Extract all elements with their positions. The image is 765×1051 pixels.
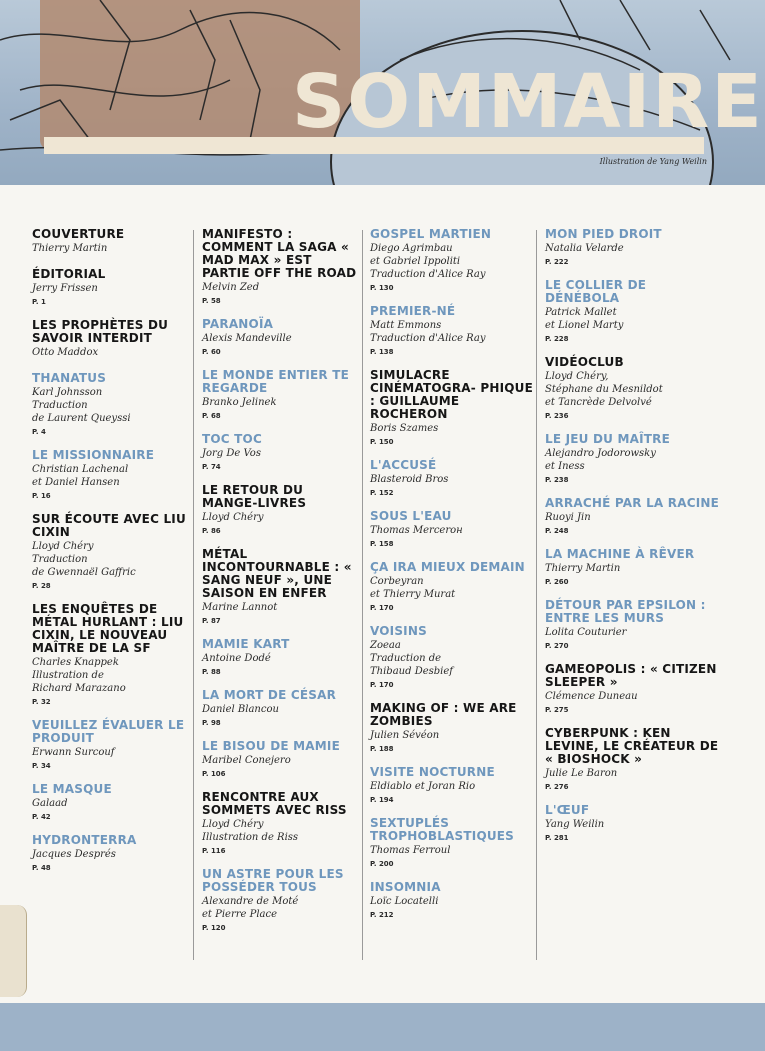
footer-band (0, 1003, 765, 1051)
toc-entry-title: VOISINS (370, 624, 427, 638)
toc-column-1 (32, 228, 188, 958)
toc-entry-page: P. 74 (202, 463, 221, 471)
toc-entry-title: VISITE NOCTURNE (370, 765, 495, 779)
toc-entry (370, 817, 536, 868)
toc-entry-title: SEXTUPLÉS TROPHOBLASTIQUES (370, 816, 515, 843)
toc-entry-author: Branko Jelinek (202, 397, 277, 408)
toc-entry-title: LE RETOUR DU MANGE-LIVRES (202, 483, 307, 510)
toc-entry-author: Karl Johnsson Traduction de Laurent Queyssi (32, 387, 131, 424)
toc-entry-page: P. 281 (545, 834, 569, 842)
toc-entry (202, 740, 362, 778)
toc-entry-page: P. 170 (370, 604, 394, 612)
toc-entry-title: L'ŒUF (545, 803, 590, 817)
toc-entry-title: LES PROPHÈTES DU SAVOIR INTERDIT (32, 318, 169, 345)
toc-entry (202, 548, 362, 625)
toc-entry-page: P. 170 (370, 681, 394, 689)
toc-entry-author: Jerry Frissen (32, 283, 98, 294)
toc-entry (545, 548, 721, 586)
page-title: SOMMAIRE (292, 59, 764, 145)
toc-entry-title: ÇA IRA MIEUX DEMAIN (370, 560, 525, 574)
toc-entry (370, 228, 536, 292)
toc-entry-page: P. 200 (370, 860, 394, 868)
toc-entry-page: P. 87 (202, 617, 221, 625)
page-tab-edge (0, 905, 27, 997)
toc-entry-author: Maribel Conejero (202, 755, 291, 766)
column-divider (362, 230, 363, 960)
toc-entry (545, 497, 721, 535)
toc-entry-page: P. 260 (545, 578, 569, 586)
toc-entry-page: P. 60 (202, 348, 221, 356)
toc-entry-title: SIMULACRE CINÉMATOGRA- PHIQUE : GUILLAUME ROCHERON (370, 368, 533, 421)
toc-entry-title: PARANOÏA (202, 317, 274, 331)
toc-entry-title: LA MORT DE CÉSAR (202, 688, 337, 702)
toc-entry-page: P. 58 (202, 297, 221, 305)
toc-entry-page: P. 188 (370, 745, 394, 753)
toc-entry (545, 356, 721, 420)
header-illustration (0, 0, 765, 185)
illustration-credit: Illustration de Yang Weilin (599, 157, 707, 166)
toc-entry-title: LE JEU DU MAÎTRE (545, 432, 671, 446)
toc-entry (202, 638, 362, 676)
toc-entry-author: Galaad (32, 798, 68, 809)
toc-entry-title: GAMEOPOLIS : « CITIZEN SLEEPER » (545, 662, 717, 689)
toc-entry-author: Corbeyran et Thierry Murat (370, 576, 456, 600)
toc-entry-title: LE BISOU DE MAMIE (202, 739, 340, 753)
column-divider (193, 230, 194, 960)
toc-entry-page: P. 238 (545, 476, 569, 484)
toc-entry (370, 766, 536, 804)
toc-entry (32, 719, 188, 770)
toc-entry-title: MÉTAL INCONTOURNABLE : « SANG NEUF », UNE SAISON EN ENFER (202, 547, 352, 600)
toc-entry-author: Alejandro Jodorowsky et Iness (545, 448, 656, 472)
toc-entry-author: Natalia Velarde (545, 243, 624, 254)
toc-entry-page: P. 248 (545, 527, 569, 535)
toc-entry (202, 369, 362, 420)
toc-entry-page: P. 212 (370, 911, 394, 919)
toc-entry-page: P. 16 (32, 492, 51, 500)
toc-entry (545, 804, 721, 842)
toc-entry-author: Christian Lachenal et Daniel Hansen (32, 464, 129, 488)
toc-entry (370, 369, 536, 446)
toc-entry-title: L'ACCUSÉ (370, 458, 437, 472)
toc-entry-author: Jacques Després (32, 849, 116, 860)
toc-entry-page: P. 68 (202, 412, 221, 420)
toc-entry-page: P. 88 (202, 668, 221, 676)
toc-entry (370, 510, 536, 548)
toc-entry (202, 433, 362, 471)
toc-entry-author: Thierry Martin (545, 563, 621, 574)
toc-entry-title: GOSPEL MARTIEN (370, 227, 492, 241)
toc-entry-author: Patrick Mallet et Lionel Marty (545, 307, 624, 331)
toc-entry-title: VIDÉOCLUB (545, 355, 624, 369)
toc-entry-author: Otto Maddox (32, 347, 99, 358)
toc-entry-title: RENCONTRE AUX SOMMETS AVEC RISS (202, 790, 347, 817)
toc-entry (32, 834, 188, 872)
toc-entry-title: COUVERTURE (32, 227, 125, 241)
toc-entry (370, 881, 536, 919)
toc-entry-author: Lloyd Chéry Traduction de Gwennaël Gaffric (32, 541, 136, 578)
toc-entry (202, 484, 362, 535)
toc-entry-author: Eldiablo et Joran Rio (370, 781, 476, 792)
toc-entry-page: P. 116 (202, 847, 226, 855)
toc-entry-page: P. 222 (545, 258, 569, 266)
toc-entry-title: LE MASQUE (32, 782, 112, 796)
toc-entry-title: INSOMNIA (370, 880, 441, 894)
toc-entry-author: Matt Emmons Traduction d'Alice Ray (370, 320, 486, 344)
column-divider (536, 230, 537, 960)
toc-entry-author: Melvin Zed (202, 282, 260, 293)
toc-entry-title: LE MONDE ENTIER TE REGARDE (202, 368, 350, 395)
toc-column-3 (370, 228, 536, 958)
toc-entry-page: P. 1 (32, 298, 46, 306)
toc-entry (370, 459, 536, 497)
toc-entry-author: Ruoyi Jin (545, 512, 591, 523)
toc-entry-title: CYBERPUNK : KEN LEVINE, LE CRÉATEUR DE « BIOSHOCK » (545, 726, 719, 766)
toc-entry-page: P. 276 (545, 783, 569, 791)
toc-entry-author: Thierry Martin (32, 243, 108, 254)
toc-entry (32, 449, 188, 500)
toc-entry-page: P. 106 (202, 770, 226, 778)
toc-entry-page: P. 194 (370, 796, 394, 804)
toc-entry (32, 268, 188, 306)
toc-entry-author: Julie Le Baron (545, 768, 618, 779)
toc-entry-title: MANIFESTO : COMMENT LA SAGA « MAD MAX » EST PARTIE OFF THE ROAD (202, 227, 357, 280)
toc-entry-author: Lloyd Chéry, Stéphane du Mesnildot et Tancrède Delvolvé (545, 371, 663, 408)
toc-entry-page: P. 120 (202, 924, 226, 932)
toc-entry (545, 727, 721, 791)
toc-entry (202, 318, 362, 356)
toc-entry-author: Marine Lannot (202, 602, 278, 613)
toc-entry-title: LA MACHINE À RÊVER (545, 547, 695, 561)
toc-entry (32, 513, 188, 590)
toc-entry-page: P. 4 (32, 428, 46, 436)
toc-entry-title: SUR ÉCOUTE AVEC LIU CIXIN (32, 512, 186, 539)
toc-entry-author: Daniel Blancou (202, 704, 279, 715)
toc-entry-title: MAKING OF : WE ARE ZOMBIES (370, 701, 517, 728)
toc-entry-page: P. 236 (545, 412, 569, 420)
toc-column-4 (545, 228, 721, 958)
toc-entry-page: P. 228 (545, 335, 569, 343)
toc-entry-author: Blasteroid Bros (370, 474, 449, 485)
toc-entry-author: Thomas Mercerон (370, 525, 463, 536)
toc-entry (202, 791, 362, 855)
toc-entry-title: ARRACHÉ PAR LA RACINE (545, 496, 720, 510)
toc-entry-title: ÉDITORIAL (32, 267, 106, 281)
toc-entry-author: Clémence Duneau (545, 691, 638, 702)
toc-entry (32, 228, 188, 255)
toc-entry-title: SOUS L'EAU (370, 509, 452, 523)
toc-entry-author: Yang Weilin (545, 819, 605, 830)
toc-entry (32, 319, 188, 359)
toc-entry (32, 783, 188, 821)
toc-entry-author: Zoeaa Traduction de Thibaud Desbief (370, 640, 453, 677)
toc-entry-author: Thomas Ferroul (370, 845, 451, 856)
toc-entry-page: P. 86 (202, 527, 221, 535)
toc-entry-author: Jorg De Vos (202, 448, 261, 459)
toc-entry-title: UN ASTRE POUR LES POSSÉDER TOUS (202, 867, 344, 894)
toc-entry-author: Erwann Surcouf (32, 747, 115, 758)
toc-entry (370, 702, 536, 753)
toc-entry-page: P. 152 (370, 489, 394, 497)
toc-entry-page: P. 270 (545, 642, 569, 650)
toc-entry-title: THANATUS (32, 371, 107, 385)
toc-entry-author: Alexis Mandeville (202, 333, 292, 344)
toc-entry-page: P. 34 (32, 762, 51, 770)
toc-entry (545, 663, 721, 714)
toc-entry-author: Boris Szames (370, 423, 439, 434)
toc-entry-title: PREMIER-NÉ (370, 304, 456, 318)
toc-entry-page: P. 150 (370, 438, 394, 446)
toc-entry-page: P. 130 (370, 284, 394, 292)
toc-entry-title: TOC TOC (202, 432, 262, 446)
toc-entry-author: Charles Knappek Illustration de Richard Marazano (32, 657, 126, 694)
toc-entry-page: P. 138 (370, 348, 394, 356)
toc-entry-title: LE COLLIER DE DÉNÉBOLA (545, 278, 647, 305)
toc-entry-page: P. 28 (32, 582, 51, 590)
toc-entry-author: Alexandre de Moté et Pierre Place (202, 896, 299, 920)
toc-entry-author: Lloyd Chéry (202, 512, 264, 523)
toc-entry-page: P. 98 (202, 719, 221, 727)
toc-entry-page: P. 32 (32, 698, 51, 706)
toc-entry-title: LE MISSIONNAIRE (32, 448, 155, 462)
toc-entry-author: Lolita Couturier (545, 627, 627, 638)
toc-entry (32, 372, 188, 436)
toc-entry-title: LES ENQUÊTES DE MÉTAL HURLANT : LIU CIXIN, LE NOUVEAU MAÎTRE DE LA SF (32, 602, 184, 655)
toc-entry (545, 228, 721, 266)
toc-entry-page: P. 158 (370, 540, 394, 548)
toc-entry (370, 561, 536, 612)
toc-entry (545, 279, 721, 343)
toc-entry-page: P. 42 (32, 813, 51, 821)
toc-entry (370, 305, 536, 356)
toc-entry (545, 433, 721, 484)
toc-entry (545, 599, 721, 650)
toc-entry-page: P. 48 (32, 864, 51, 872)
toc-entry-author: Antoine Dodé (202, 653, 271, 664)
toc-entry-author: Diego Agrimbau et Gabriel Ippoliti Traduction d'Alice Ray (370, 243, 486, 280)
toc-entry (202, 228, 362, 305)
toc-entry-author: Lloyd Chéry Illustration de Riss (202, 819, 299, 843)
toc-entry-title: MON PIED DROIT (545, 227, 662, 241)
toc-entry-author: Julien Sévéon (370, 730, 440, 741)
toc-entry (32, 603, 188, 706)
toc-column-2 (202, 228, 362, 958)
toc-entry (370, 625, 536, 689)
toc-entry-title: DÉTOUR PAR EPSILON : ENTRE LES MURS (545, 598, 706, 625)
toc-entry-page: P. 275 (545, 706, 569, 714)
toc-entry-title: MAMIE KART (202, 637, 290, 651)
toc-entry-title: VEUILLEZ ÉVALUER LE PRODUIT (32, 718, 185, 745)
toc-entry-title: HYDRONTERRA (32, 833, 137, 847)
toc-entry-author: Loïc Locatelli (370, 896, 439, 907)
toc-entry (202, 689, 362, 727)
toc-entry (202, 868, 362, 932)
